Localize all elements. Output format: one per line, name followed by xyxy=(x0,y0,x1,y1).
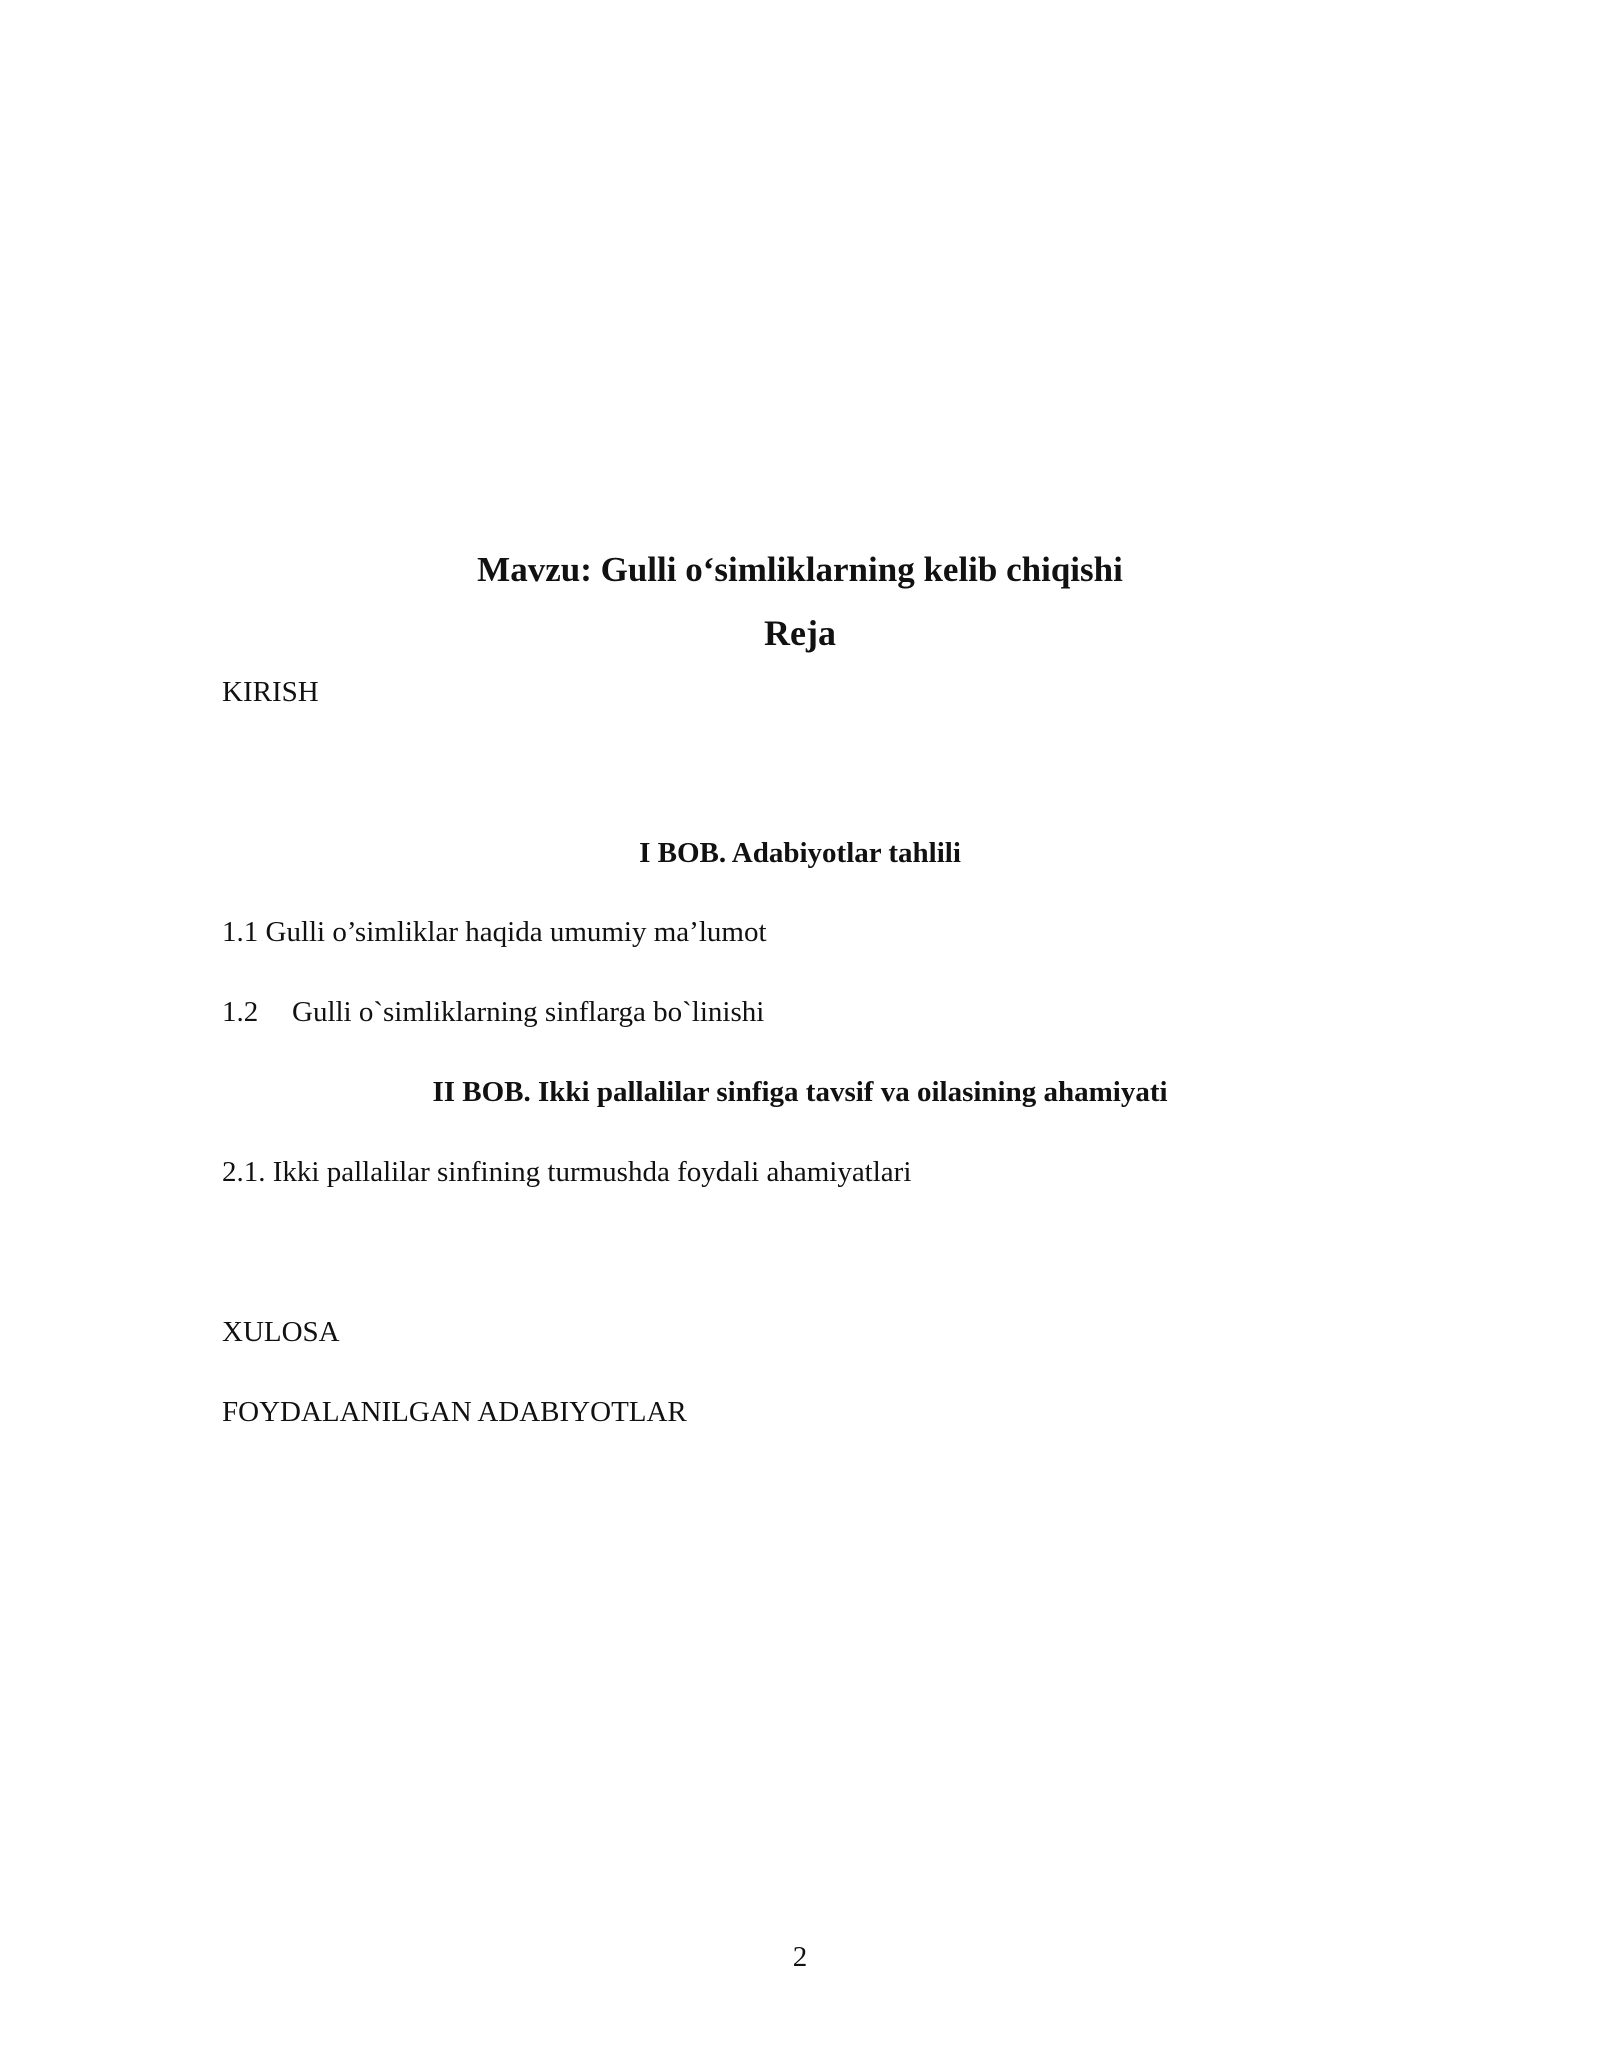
chapter-1-heading: I BOB. Adabiyotlar tahlili xyxy=(639,837,961,869)
chapter-1-item-2-number: 1.2 xyxy=(222,996,259,1028)
references-section-label: FOYDALANILGAN ADABIYOTLAR xyxy=(222,1396,687,1428)
chapter-1-item-2 xyxy=(222,998,764,1027)
chapter-2-heading: II BOB. Ikki pallalilar sinfiga tavsif va oilasining ahamiyati xyxy=(432,1076,1168,1108)
chapter-1-item-1: 1.1 Gulli o’simliklar haqida umumiy ma’lumot xyxy=(222,916,767,948)
intro-section-label: KIRISH xyxy=(222,676,319,708)
page-number: 2 xyxy=(792,1941,808,1973)
conclusion-section-label: XULOSA xyxy=(222,1316,340,1348)
document-title: Mavzu: Gulli o‘simliklarning kelib chiqishi xyxy=(477,550,1123,589)
plan-heading: Reja xyxy=(764,613,836,653)
chapter-1-item-2-text: Gulli o`simliklarning sinflarga bo`linishi xyxy=(292,996,765,1028)
chapter-2-item-1: 2.1. Ikki pallalilar sinfining turmushda foydali ahamiyatlari xyxy=(222,1156,912,1188)
